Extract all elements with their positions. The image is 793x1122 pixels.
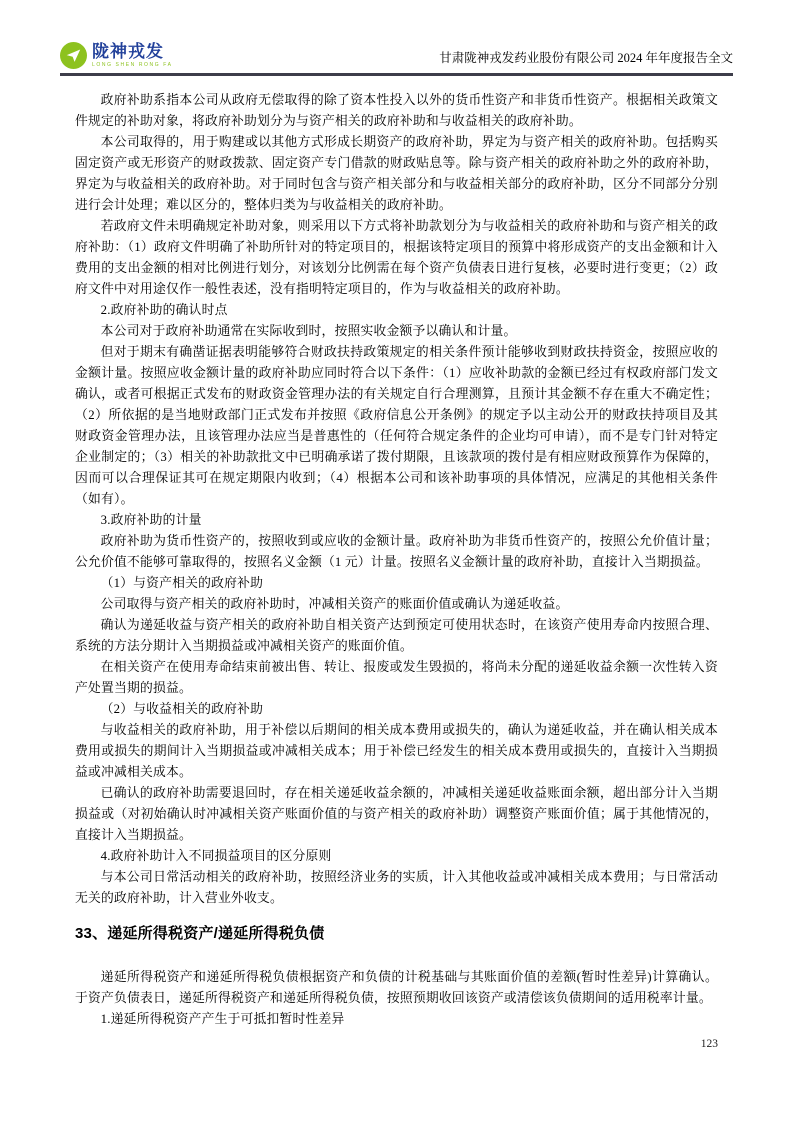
paper-plane-logo-icon bbox=[60, 42, 87, 69]
paragraph: 本公司取得的，用于购建或以其他方式形成长期资产的政府补助，界定为与资产相关的政府补助。包括购买固定资产或无形资产的财政拨款、固定资产专门借款的财政贴息等。除与资产相关的政府补助之外的政府补助，界定为与收益相关的政府补助。对于同时包含与资产相关部分和与收益相关部分的政府补助，区分不同部分分别进行会计处理；难以区分的，整体归类为与收益相关的政府补助。 bbox=[75, 135, 718, 212]
paragraph: 已确认的政府补助需要退回时，存在相关递延收益余额的，冲减相关递延收益账面余额，超出部分计入当期损益或（对初始确认时冲减相关资产账面价值的与资产相关的政府补助）调整资产账面价值；属于其他情况的，直接计入当期损益。 bbox=[75, 786, 718, 842]
logo-company-name: 陇神戎发 bbox=[92, 41, 164, 61]
report-title: 甘肃陇神戎发药业股份有限公司 2024 年年度报告全文 bbox=[439, 51, 733, 65]
document-body bbox=[75, 90, 718, 1030]
paragraph: （1）与资产相关的政府补助 bbox=[100, 576, 264, 590]
paragraph: 但对于期末有确凿证据表明能够符合财政扶持政策规定的相关条件预计能够收到财政扶持资金，按照应收的金额计量。按照应收金额计量的政府补助应同时符合以下条件：（1）应收补助款的金额已经过有权政府部门发文确认，或者可根据正式发布的财政资金管理办法的有关规定自行合理测算，且预计其金额不存在重大不确定性；（2）所依据的是当地财政部门正式发布并按照《政府信息公开条例》的规定予以主动公开的财政扶持项目及其财政资金管理办法，且该管理办法应当是普惠性的（任何符合规定条件的企业均可申请），而不是专门针对特定企业制定的；（3）相关的补助款批文中已明确承诺了拨付期限，且该款项的拨付是有相应财政预算作为保障的，因而可以合理保证其可在规定期限内收到；（4）根据本公司和该补助事项的具体情况，应满足的其他相关条件（如有）。 bbox=[75, 345, 718, 506]
paragraph: 与收益相关的政府补助，用于补偿以后期间的相关成本费用或损失的，确认为递延收益，并在确认相关成本费用或损失的期间计入当期损益或冲减相关成本；用于补偿已经发生的相关成本费用或损失的，直接计入当期损益或冲减相关成本。 bbox=[75, 723, 718, 779]
page-number: 123 bbox=[700, 1038, 718, 1050]
paragraph: 4.政府补助计入不同损益项目的区分原则 bbox=[100, 849, 332, 863]
header-divider bbox=[60, 73, 733, 76]
section-heading: 33、递延所得税资产/递延所得税负债 bbox=[75, 925, 325, 942]
logo-company-name-en: LONG SHEN RONG FA bbox=[92, 62, 173, 69]
page-header bbox=[60, 42, 733, 76]
paragraph: 2.政府补助的确认时点 bbox=[100, 303, 228, 317]
company-logo bbox=[60, 42, 173, 69]
paragraph: 本公司对于政府补助通常在实际收到时，按照实收金额予以确认和计量。 bbox=[100, 324, 517, 338]
paragraph: （2）与收益相关的政府补助 bbox=[100, 702, 264, 716]
paragraph: 若政府文件未明确规定补助对象，则采用以下方式将补助款划分为与收益相关的政府补助和与资产相关的政府补助：（1）政府文件明确了补助所针对的特定项目的，根据该特定项目的预算中将形成资产的支出金额和计入费用的支出金额的相对比例进行划分，对该划分比例需在每个资产负债表日进行复核，必要时进行变更；（2）政府文件中对用途仅作一般性表述，没有指明特定项目的，作为与收益相关的政府补助。 bbox=[75, 219, 718, 296]
paragraph: 政府补助为货币性资产的，按照收到或应收的金额计量。政府补助为非货币性资产的，按照公允价值计量；公允价值不能够可靠取得的，按照名义金额（1 元）计量。按照名义金额计量的政府补助，直接计入当期损益。 bbox=[75, 534, 718, 569]
paragraph: 1.递延所得税资产产生于可抵扣暂时性差异 bbox=[100, 1012, 345, 1026]
paragraph: 与本公司日常活动相关的政府补助，按照经济业务的实质，计入其他收益或冲减相关成本费用；与日常活动无关的政府补助，计入营业外收支。 bbox=[75, 870, 718, 905]
paragraph: 公司取得与资产相关的政府补助时，冲减相关资产的账面价值或确认为递延收益。 bbox=[100, 597, 569, 611]
paragraph: 政府补助系指本公司从政府无偿取得的除了资本性投入以外的货币性资产和非货币性资产。根据相关政策文件规定的补助对象，将政府补助划分为与资产相关的政府补助和与收益相关的政府补助。 bbox=[75, 93, 718, 128]
paragraph: 在相关资产在使用寿命结束前被出售、转让、报废或发生毁损的，将尚未分配的递延收益余额一次性转入资产处置当期的损益。 bbox=[75, 660, 718, 695]
paragraph: 3.政府补助的计量 bbox=[100, 513, 202, 527]
paragraph: 确认为递延收益与资产相关的政府补助自相关资产达到预定可使用状态时，在该资产使用寿命内按照合理、系统的方法分期计入当期损益或冲减相关资产的账面价值。 bbox=[75, 618, 718, 653]
paragraph: 递延所得税资产和递延所得税负债根据资产和负债的计税基础与其账面价值的差额(暂时性差异)计算确认。于资产负债表日，递延所得税资产和递延所得税负债，按照预期收回该资产或清偿该负债期间的适用税率计量。 bbox=[75, 970, 718, 1005]
